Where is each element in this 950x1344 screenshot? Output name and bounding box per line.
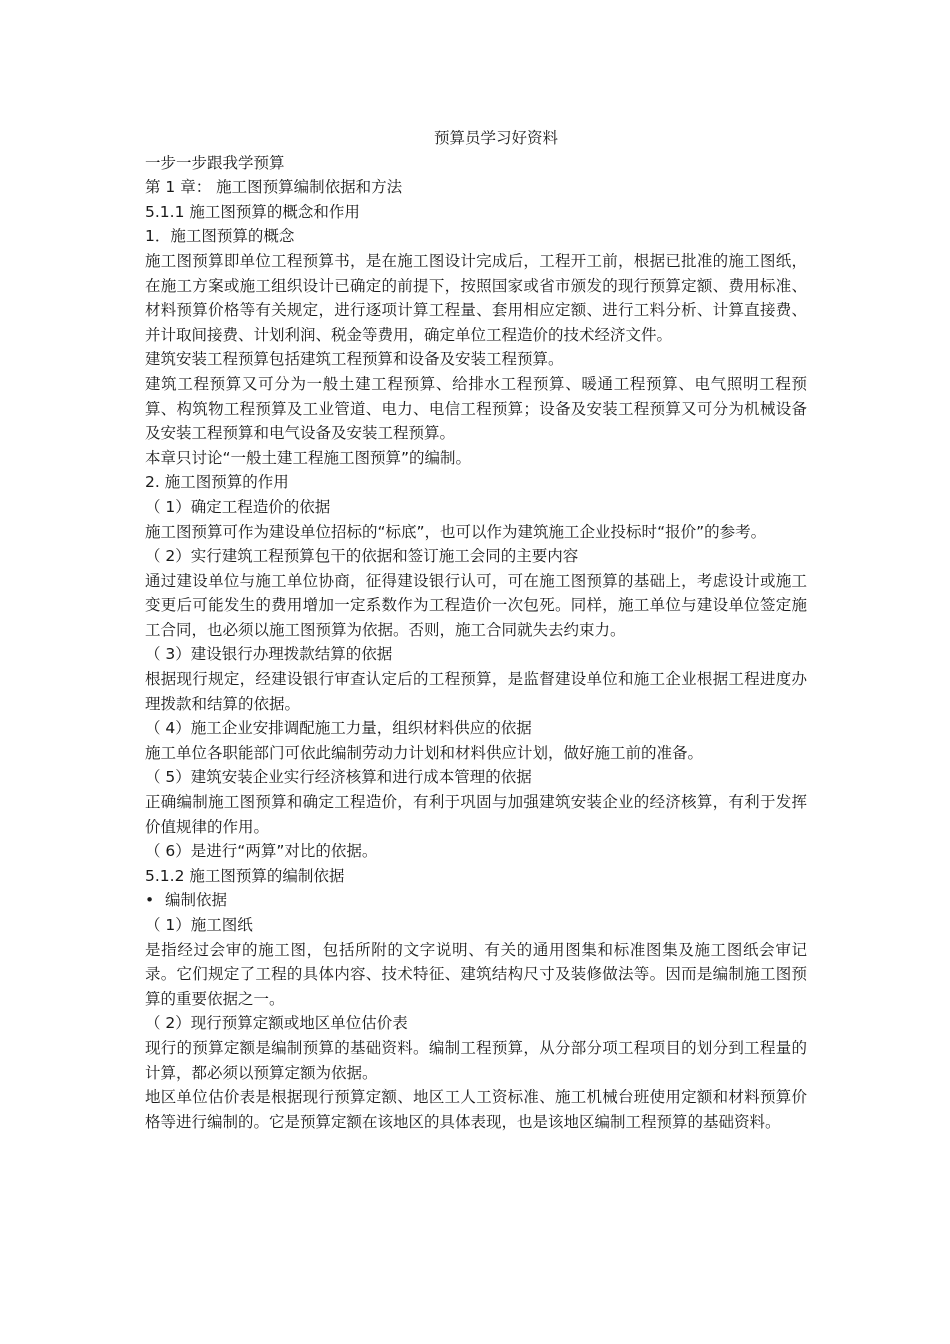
section-heading-512: 5.1.2 施工图预算的编制依据 xyxy=(145,866,345,885)
heading-role-2: （ 2）实行建筑工程预算包干的依据和签订施工会同的主要内容 xyxy=(145,547,579,566)
paragraph-basis-1: 是指经过会审的施工图，包括所附的文字说明、有关的通用图集和标准图集及施工图纸会审记录。它们规定了工程的具体内容、技术特征、建筑结构尺寸及装修做法等。因而是编制施工图预算的重要依据之一。 xyxy=(145,940,807,1008)
document-title: 预算员学习好资料 xyxy=(433,129,558,147)
document-subtitle: 一步一步跟我学预算 xyxy=(145,153,285,172)
heading-role-6: （ 6）是进行“两算”对比的依据。 xyxy=(145,842,378,861)
bullet-item xyxy=(145,888,807,913)
paragraph-building: 建筑工程预算又可分为一般土建工程预算、给排水工程预算、暖通工程预算、电气照明工程预算、构筑物工程预算及工业管道、电力、电信工程预算；设备及安装工程预算又可分为机械设备及安装工程预算和电气设备及安装工程预算。 xyxy=(145,374,807,443)
heading-basis-2: （ 2）现行预算定额或地区单位估价表 xyxy=(145,1014,408,1033)
paragraph-scope: 本章只讨论“一般土建工程施工图预算”的编制。 xyxy=(145,448,472,467)
heading-role-4: （ 4）施工企业安排调配施工力量，组织材料供应的依据 xyxy=(145,719,532,738)
section-heading-511: 5.1.1 施工图预算的概念和作用 xyxy=(145,202,360,221)
heading-role-3: （ 3）建设银行办理拨款结算的依据 xyxy=(145,645,393,664)
heading-role-1: （ 1）确定工程造价的依据 xyxy=(145,497,331,516)
chapter-heading: 第 1 章： 施工图预算编制依据和方法 xyxy=(145,178,403,197)
paragraph-install: 建筑安装工程预算包括建筑工程预算和设备及安装工程预算。 xyxy=(145,350,564,369)
paragraph-basis-2a: 现行的预算定额是编制预算的基础资料。编制工程预算，从分部分项工程项目的划分到工程量的计算，都必须以预算定额为依据。 xyxy=(145,1038,807,1082)
bullet-label: 编制依据 xyxy=(165,891,228,910)
heading-role: 2. 施工图预算的作用 xyxy=(145,473,289,492)
heading-basis-1: （ 1）施工图纸 xyxy=(145,916,253,934)
heading-role-5: （ 5）建筑安装企业实行经济核算和进行成本管理的依据 xyxy=(145,768,532,787)
document-body xyxy=(145,126,807,1134)
paragraph-concept: 施工图预算即单位工程预算书，是在施工图设计完成后，工程开工前，根据已批准的施工图纸，在施工方案或施工组织设计已确定的前提下，按照国家或省市颁发的现行预算定额、费用标准、材料预算价格等有关规定，进行逐项计算工程量、套用相应定额、进行工料分析、计算直接费、并计取间接费、计划利润、税金等费用，确定单位工程造价的技术经济文件。 xyxy=(145,251,807,344)
paragraph-basis-2b: 地区单位估价表是根据现行预算定额、地区工人工资标准、施工机械台班使用定额和材料预算价格等进行编制的。它是预算定额在该地区的具体表现，也是该地区编制工程预算的基础资料。 xyxy=(145,1088,807,1131)
paragraph-role-4: 施工单位各职能部门可依此编制劳动力计划和材料供应计划，做好施工前的准备。 xyxy=(145,743,704,762)
paragraph-role-1: 施工图预算可作为建设单位招标的“标底”，也可以作为建筑施工企业投标时“报价”的参考。 xyxy=(145,522,767,541)
paragraph-role-3: 根据现行规定，经建设银行审查认定后的工程预算，是监督建设单位和施工企业根据工程进度办理拨款和结算的依据。 xyxy=(145,670,807,713)
bullet-dot-icon: • xyxy=(145,891,155,910)
paragraph-role-5: 正确编制施工图预算和确定工程造价，有利于巩固与加强建筑安装企业的经济核算，有利于发挥价值规律的作用。 xyxy=(145,793,807,836)
paragraph-role-2: 通过建设单位与施工单位协商，征得建设银行认可，可在施工图预算的基础上，考虑设计或施工变更后可能发生的费用增加一定系数作为工程造价一次包死。同样，施工单位与建设单位签定施工合同，也必须以施工图预算为依据。否则，施工合同就失去约束力。 xyxy=(145,571,807,639)
heading-concept: 1．施工图预算的概念 xyxy=(145,227,295,246)
